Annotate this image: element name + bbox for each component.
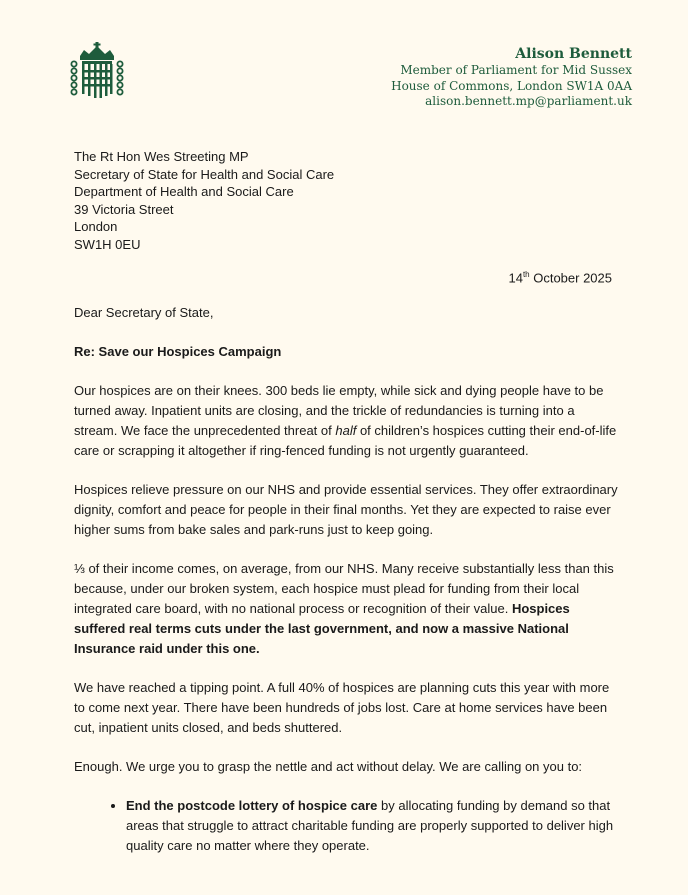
letter-body <box>74 303 619 856</box>
sender-email: alison.bennett.mp@parliament.uk <box>425 94 632 108</box>
recipient-line: SW1H 0EU <box>74 236 141 252</box>
bold-text: Hospices suffered real terms cuts under the last government, and now a massive National Insurance raid under this one. <box>74 601 570 656</box>
list-item <box>126 796 619 856</box>
sender-title: Member of Parliament for Mid Sussex <box>400 63 632 77</box>
paragraph-2: Hospices relieve pressure on our NHS and provide essential services. They offer extraordinary dignity, comfort and peace for people in their final months. Yet they are expected to raise ever higher sums from bake sales and park-runs just to keep going. <box>74 482 618 537</box>
recipient-line: 39 Victoria Street <box>74 201 174 217</box>
emphasis: half <box>335 423 357 438</box>
recipient-line: Department of Health and Social Care <box>74 184 294 199</box>
text: ⅓ of their income comes, on average, from our NHS. Many receive substantially less than this because, under our broken system, each hospice must plead for funding from their local integrated care board, with no national process or recognition of their value. <box>74 561 614 616</box>
date-suffix: th <box>522 270 530 279</box>
date-rest: October 2025 <box>529 270 612 286</box>
letter-date <box>508 270 612 285</box>
text: of children’s hospices cutting their end-of-life care or scrapping it altogether if ring-fenced funding is not urgently guaranteed. <box>74 423 617 458</box>
salutation: Dear Secretary of State, <box>74 305 214 320</box>
asks-list <box>74 796 619 856</box>
paragraph-1 <box>74 381 619 461</box>
sender-address: House of Commons, London SW1A 0AA <box>391 78 632 93</box>
recipient-line: London <box>74 219 118 234</box>
ask-text: by allocating funding by demand so that areas that struggle to attract charitable funding are properly supported to deliver high quality care no matter where they operate. <box>126 798 614 853</box>
recipient-line: The Rt Hon Wes Streeting MP <box>74 149 249 164</box>
paragraph-5: Enough. We urge you to grasp the nettle and act without delay. We are calling on you to: <box>74 759 583 774</box>
text: Our hospices are on their knees. 300 beds lie empty, while sick and dying people have to be turned away. Inpatient units are closing, and the trickle of redundancies is turning into a stream. We face the unprecedented threat of <box>74 383 604 438</box>
paragraph-4: We have reached a tipping point. A full 40% of hospices are planning cuts this year with more to come next year. There have been hundreds of jobs lost. Care at home services have been cut, inpatient units closed, and beds shuttered. <box>74 680 610 735</box>
portcullis-icon <box>70 42 124 102</box>
ask-title: End the postcode lottery of hospice care <box>126 798 378 813</box>
paragraph-3 <box>74 559 619 659</box>
letterhead <box>391 46 632 110</box>
recipient-address <box>74 148 334 253</box>
subject-line: Re: Save our Hospices Campaign <box>74 344 282 359</box>
recipient-line: Secretary of State for Health and Social Care <box>74 166 335 182</box>
date-day: 14 <box>508 270 523 286</box>
sender-name: Alison Bennett <box>515 46 632 62</box>
